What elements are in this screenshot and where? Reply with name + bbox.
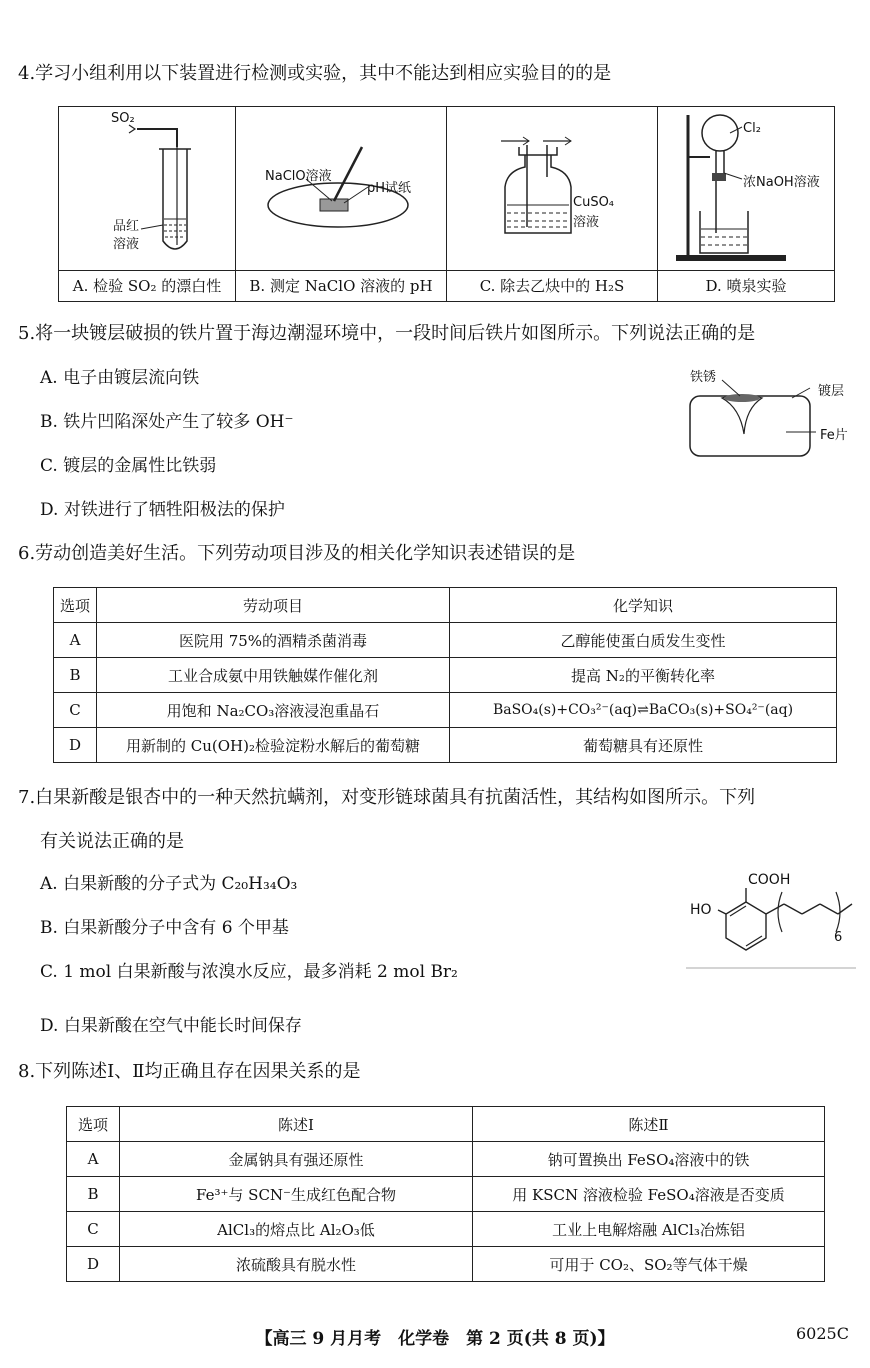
footer-title: 【高三 9 月月考 化学卷 第 2 页(共 8 页)】 (255, 1329, 615, 1349)
washing-bottle-diagram (447, 107, 657, 269)
q5-option-c: C. 镀层的金属性比铁弱 (40, 456, 217, 476)
cooh-label: COOH (748, 872, 791, 888)
naclo-label: NaClO溶液 (265, 169, 332, 184)
q4-caption-b: B. 测定 NaClO 溶液的 pH (249, 277, 433, 295)
q7-stem-line1: 7.白果新酸是银杏中的一种天然抗螨剂，对变形链球菌具有抗菌活性，其结构如图所示。下列 (18, 787, 756, 808)
q8-cell: D (67, 1247, 120, 1282)
q6-cell: 用饱和 Na₂CO₃溶液浸泡重晶石 (97, 693, 450, 728)
q8-header-option: 选项 (67, 1107, 120, 1142)
footer-code: 6025C (796, 1324, 849, 1343)
q5-option-d: D. 对铁进行了牺牲阳极法的保护 (40, 500, 285, 520)
table-row (67, 1177, 825, 1212)
table-row (54, 693, 837, 728)
q8-cell: B (67, 1177, 120, 1212)
q8-cell: 用 KSCN 溶液检验 FeSO₄溶液是否变质 (473, 1177, 825, 1212)
q6-header-option: 选项 (54, 588, 97, 623)
q8-cell: 可用于 CO₂、SO₂等气体干燥 (473, 1247, 825, 1282)
q7-option-d: D. 白果新酸在空气中能长时间保存 (40, 1016, 302, 1036)
q7-option-b: B. 白果新酸分子中含有 6 个甲基 (40, 918, 289, 938)
q8-cell: 工业上电解熔融 AlCl₃冶炼铝 (473, 1212, 825, 1247)
q6-header-project: 劳动项目 (97, 588, 450, 623)
q6-cell: A (54, 623, 97, 658)
table-row (54, 658, 837, 693)
q7-option-a: A. 白果新酸的分子式为 C₂₀H₃₄O₃ (40, 874, 298, 894)
q7-option-c: C. 1 mol 白果新酸与浓溴水反应，最多消耗 2 mol Br₂ (40, 962, 458, 982)
q8-cell: 金属钠具有强还原性 (120, 1142, 473, 1177)
q6-cell: BaSO₄(s)+CO₃²⁻(aq)⇌BaCO₃(s)+SO₄²⁻(aq) (450, 693, 837, 728)
ph-paper-label: pH试纸 (367, 181, 412, 196)
q8-cell: 浓硫酸具有脱水性 (120, 1247, 473, 1282)
table-row (67, 1142, 825, 1177)
q8-cell: Fe³⁺与 SCN⁻生成红色配合物 (120, 1177, 473, 1212)
ph-paper-diagram (236, 107, 446, 269)
ho-label: HO (690, 902, 712, 918)
q6-header-knowledge: 化学知识 (450, 588, 837, 623)
q8-cell: A (67, 1142, 120, 1177)
pinhong-label: 品红 (113, 219, 140, 234)
q7-stem-line2: 有关说法正确的是 (40, 831, 184, 852)
so2-label: SO₂ (111, 111, 135, 126)
q5-option-b: B. 铁片凹陷深处产生了较多 OH⁻ (40, 412, 294, 432)
q4-caption-c: C. 除去乙炔中的 H₂S (479, 277, 625, 295)
q5-stem: 5.将一块镀层破损的铁片置于海边潮湿环境中，一段时间后铁片如图所示。下列说法正确的是 (18, 323, 756, 344)
cl2-label: Cl₂ (743, 121, 761, 136)
q6-cell: 葡萄糖具有还原性 (450, 728, 837, 763)
q8-header-statement1: 陈述Ⅰ (120, 1107, 473, 1142)
test-tube-diagram (59, 107, 235, 269)
q8-stem: 8.下列陈述Ⅰ、Ⅱ均正确且存在因果关系的是 (18, 1061, 361, 1082)
q4-stem: 4.学习小组利用以下装置进行检测或实验，其中不能达到相应实验目的的是 (18, 63, 612, 84)
table-row (67, 1247, 825, 1282)
q8-cell: C (67, 1212, 120, 1247)
q8-cell: AlCl₃的熔点比 Al₂O₃低 (120, 1212, 473, 1247)
naoh-label: 浓NaOH溶液 (743, 175, 820, 190)
q6-cell: 用新制的 Cu(OH)₂检验淀粉水解后的葡萄糖 (97, 728, 450, 763)
q6-stem: 6.劳动创造美好生活。下列劳动项目涉及的相关化学知识表述错误的是 (18, 543, 576, 564)
rust-label: 铁锈 (690, 370, 717, 385)
q6-cell: 乙醇能使蛋白质发生变性 (450, 623, 837, 658)
q6-cell: B (54, 658, 97, 693)
q8-header-statement2: 陈述Ⅱ (473, 1107, 825, 1142)
q4-caption-d: D. 喷泉实验 (705, 277, 787, 295)
q5-option-a: A. 电子由镀层流向铁 (40, 368, 200, 388)
q8-table (66, 1106, 825, 1282)
cuso4-label-2: 溶液 (573, 215, 600, 230)
repeat-count-label: 6 (834, 930, 843, 945)
q4-figure-table (58, 106, 835, 302)
cuso4-label: CuSO₄ (573, 195, 615, 210)
q6-table (53, 587, 837, 763)
table-row (54, 623, 837, 658)
pinhong-label-2: 溶液 (113, 237, 140, 252)
q6-cell: D (54, 728, 97, 763)
q4-caption-a: A. 检验 SO₂ 的漂白性 (72, 277, 222, 295)
q6-cell: 提高 N₂的平衡转化率 (450, 658, 837, 693)
coating-label: 镀层 (818, 384, 845, 399)
table-row (67, 1212, 825, 1247)
q6-cell: 医院用 75%的酒精杀菌消毒 (97, 623, 450, 658)
q8-cell: 钠可置换出 FeSO₄溶液中的铁 (473, 1142, 825, 1177)
table-row (54, 728, 837, 763)
q6-cell: C (54, 693, 97, 728)
q6-cell: 工业合成氨中用铁触媒作催化剂 (97, 658, 450, 693)
fe-label: Fe片 (820, 428, 848, 443)
